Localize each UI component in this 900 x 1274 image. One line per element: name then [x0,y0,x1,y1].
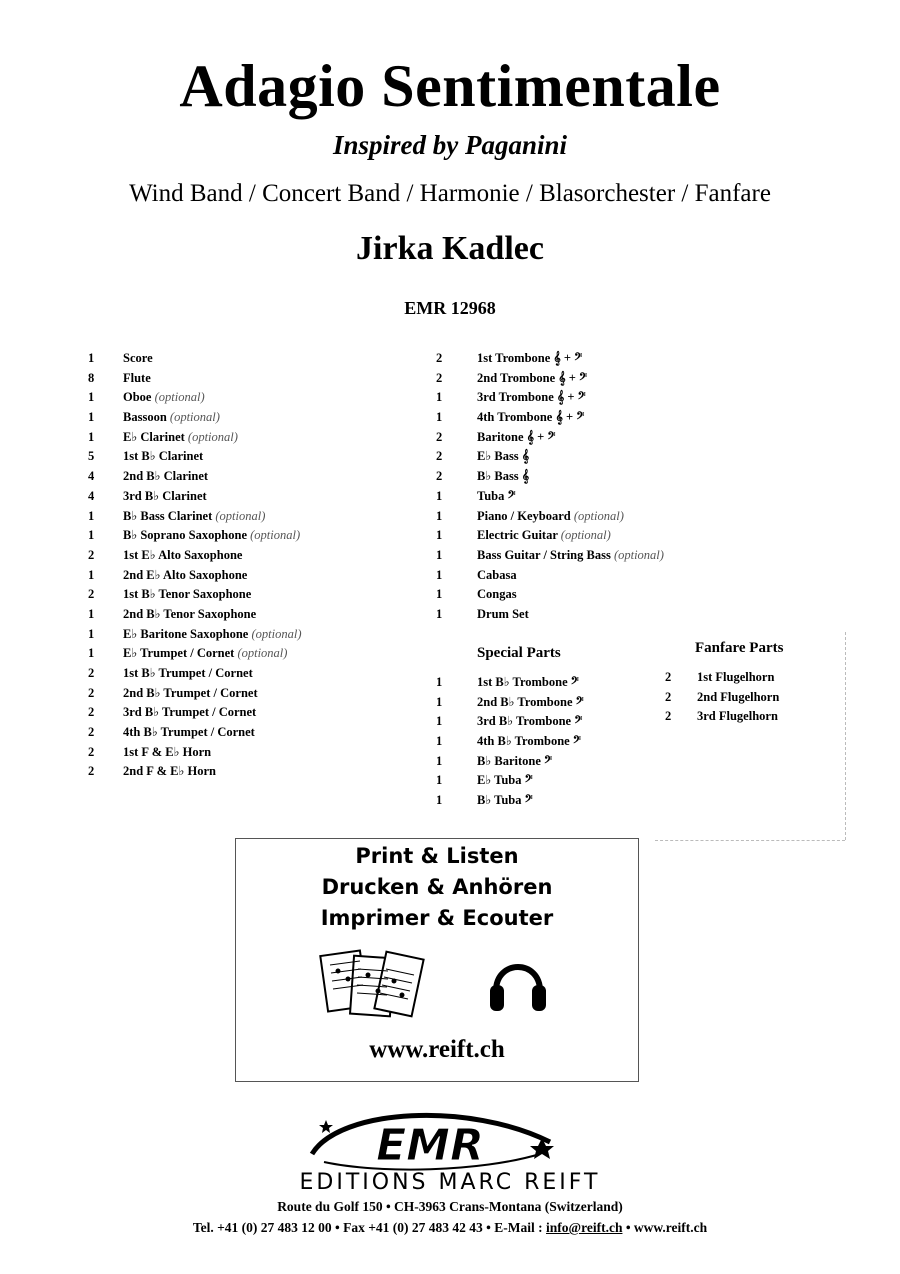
optional-note: (optional) [250,528,301,543]
part-label: 1st B♭ Trombone 𝄢 [477,675,579,689]
part-label: 4th B♭ Trombone 𝄢 [477,734,581,749]
part-row [88,566,428,586]
part-label: 1st Trombone 𝄞 + 𝄢 [477,351,583,365]
part-name [697,668,774,688]
part-quantity: 1 [436,390,443,405]
part-quantity: 1 [436,675,443,689]
part-row [88,684,428,704]
promo-url[interactable]: www.reift.ch [369,1036,505,1063]
part-row [436,467,736,487]
part-label: 1st B♭ Tenor Saxophone [123,587,252,602]
emr-logo [300,1102,560,1174]
part-name [123,388,205,408]
optional-note: (optional) [251,626,302,641]
part-row [436,791,656,811]
part-quantity: 2 [88,666,95,680]
fanfare-parts-heading: Fanfare Parts [695,640,784,656]
part-quantity: 1 [88,429,95,444]
part-name [477,752,552,772]
part-row [436,369,736,389]
part-name [123,447,203,467]
part-quantity: 2 [88,725,95,740]
part-label: 2nd Flugelhorn [697,689,780,704]
part-label: B♭ Tuba 𝄢 [477,793,533,808]
part-label: 2nd B♭ Clarinet [123,469,209,484]
part-name [123,507,265,527]
optional-note: (optional) [215,508,266,523]
part-quantity: 2 [88,764,95,779]
print-listen-box [235,838,639,1082]
part-quantity: 8 [88,370,95,385]
optional-note: (optional) [154,390,205,405]
part-label: 2nd B♭ Trumpet / Cornet [123,685,258,700]
part-quantity: 2 [88,685,95,700]
part-label: Bass Guitar / String Bass [477,547,611,562]
part-name [123,703,256,723]
part-row [88,585,428,605]
part-row [436,771,656,791]
part-row [436,349,736,369]
part-name [477,585,517,605]
part-label: 1st E♭ Alto Saxophone [123,547,243,562]
part-label: Electric Guitar [477,528,558,543]
part-quantity: 1 [88,410,95,425]
part-label: E♭ Baritone Saxophone [123,626,249,641]
part-name [123,467,208,487]
publisher-name: EDITIONS MARC REIFT [299,1170,601,1195]
part-name [123,644,287,664]
part-label: Cabasa [477,567,517,582]
catalog-number: EMR 12968 [404,298,496,318]
part-quantity: 2 [88,705,95,720]
part-row [436,605,736,625]
part-name [477,369,587,389]
part-label: Tuba 𝄢 [477,488,516,503]
optional-note: (optional) [169,410,220,425]
part-row [436,712,656,732]
contact-suffix: • www.reift.ch [622,1220,708,1235]
part-name [477,546,664,566]
part-row [88,762,428,782]
part-row [88,664,428,684]
part-name [123,349,153,369]
part-row [665,688,835,708]
part-name [477,507,624,527]
part-row [665,668,835,688]
part-row [88,723,428,743]
part-label: E♭ Bass 𝄞 [477,449,530,464]
part-label: 2nd E♭ Alto Saxophone [123,567,248,582]
ensemble-line: Wind Band / Concert Band / Harmonie / Blasorchester / Fanfare [129,180,771,207]
part-row [436,546,736,566]
optional-note: (optional) [573,508,624,523]
part-row [88,487,428,507]
part-row [88,507,428,527]
part-row [436,507,736,527]
part-name [123,408,220,428]
part-name [477,605,529,625]
part-name [477,732,581,752]
part-quantity: 1 [88,606,95,621]
part-name [477,487,516,507]
part-quantity: 1 [436,753,443,768]
part-label: 1st B♭ Trumpet / Cornet [123,666,253,680]
part-label: B♭ Bass 𝄞 [477,469,530,484]
part-label: 1st Flugelhorn [697,670,775,684]
email-link[interactable]: info@reift.ch [546,1220,623,1235]
part-label: Flute [123,370,151,385]
part-label: E♭ Tuba 𝄢 [477,773,533,788]
part-label: E♭ Clarinet [123,429,185,444]
part-quantity: 1 [436,793,443,808]
part-quantity: 2 [436,469,443,484]
part-quantity: 1 [436,410,443,425]
part-name [123,526,300,546]
part-name [123,428,238,448]
subtitle: Inspired by Paganini [332,130,568,160]
part-label: Piano / Keyboard [477,508,571,523]
part-name [477,349,582,369]
part-label: 4th Trombone 𝄞 + 𝄢 [477,410,585,425]
optional-note: (optional) [237,646,288,661]
part-row [88,467,428,487]
part-quantity: 2 [436,351,443,365]
part-label: B♭ Soprano Saxophone [123,528,247,543]
part-quantity: 1 [436,694,443,709]
part-row [665,707,835,727]
emr-logo-text: EMR [376,1120,484,1171]
part-label: Bassoon [123,410,167,425]
part-label: Score [123,351,153,365]
part-quantity: 2 [88,587,95,602]
dashed-divider [845,632,846,840]
fanfare-parts-list [665,668,835,727]
parts-list-right [436,349,736,625]
part-quantity: 2 [665,689,672,704]
part-name [123,625,302,645]
part-row [88,703,428,723]
part-quantity: 1 [88,626,95,641]
part-quantity: 1 [436,547,443,562]
part-label: 3rd B♭ Clarinet [123,488,207,503]
part-name [123,546,242,566]
promo-line-fr: Imprimer & Ecouter [320,906,554,930]
part-label: 2nd Trombone 𝄞 + 𝄢 [477,370,588,385]
part-label: E♭ Trumpet / Cornet [123,646,235,661]
part-name [123,762,216,782]
promo-line-de: Drucken & Anhören [321,875,553,899]
part-quantity: 2 [436,449,443,464]
part-name [123,664,253,684]
publisher-address: Route du Golf 150 • CH-3963 Crans-Montana (Switzerland) [277,1199,623,1214]
part-quantity: 1 [436,734,443,749]
dashed-divider [655,840,845,841]
composer-name: Jirka Kadlec [356,230,544,267]
part-name [477,791,533,811]
part-row [88,388,428,408]
part-quantity: 1 [88,390,95,405]
part-label: 3rd Trombone 𝄞 + 𝄢 [477,390,586,405]
part-name [477,526,611,546]
part-row [88,644,428,664]
part-label: 2nd F & E♭ Horn [123,764,216,779]
part-quantity: 2 [88,744,95,759]
part-row [436,732,656,752]
part-quantity: 2 [436,370,443,385]
headphones-icon [488,949,548,1019]
part-name [477,771,533,791]
sheet-music-icon [318,947,428,1027]
part-quantity: 5 [88,449,95,464]
part-name [477,447,529,467]
part-quantity: 1 [436,508,443,523]
part-name [477,712,582,732]
part-label: 2nd B♭ Trombone 𝄢 [477,694,584,709]
part-name [477,693,584,713]
part-label: 1st F & E♭ Horn [123,744,212,759]
part-quantity: 1 [88,351,95,365]
special-parts-heading: Special Parts [477,645,561,661]
part-row [436,487,736,507]
part-label: B♭ Baritone 𝄢 [477,753,553,768]
part-label: Oboe [123,390,152,405]
part-quantity: 2 [88,547,95,562]
part-quantity: 1 [88,508,95,523]
part-name [697,688,779,708]
part-quantity: 1 [436,606,443,621]
part-name [123,585,251,605]
part-quantity: 4 [88,488,95,503]
contact-prefix: Tel. +41 (0) 27 483 12 00 • Fax +41 (0) 27 483 42 43 • E-Mail : [192,1220,547,1235]
part-name [123,743,211,763]
part-label: 3rd Flugelhorn [697,709,778,724]
part-quantity: 2 [665,670,672,684]
page-title: Adagio Sentimentale [179,53,721,119]
promo-line-en: Print & Listen [355,844,519,868]
part-name [123,566,247,586]
optional-note: (optional) [613,547,664,562]
part-name [477,388,586,408]
part-name [477,408,584,428]
part-label: Drum Set [477,606,529,621]
part-name [477,467,529,487]
part-row [436,566,736,586]
part-row [436,428,736,448]
part-row [436,388,736,408]
part-row [436,673,656,693]
part-name [697,707,778,727]
part-row [436,526,736,546]
part-quantity: 2 [665,709,672,724]
parts-list-left [88,349,428,782]
part-row [88,605,428,625]
publisher-contact [0,1220,900,1236]
part-row [88,447,428,467]
part-label: 2nd B♭ Tenor Saxophone [123,606,257,621]
part-label: B♭ Bass Clarinet [123,508,213,523]
part-quantity: 1 [436,528,443,543]
part-row [88,428,428,448]
part-label: 1st B♭ Clarinet [123,449,204,464]
optional-note: (optional) [187,429,238,444]
part-quantity: 1 [436,773,443,788]
part-name [477,566,517,586]
part-name [123,369,151,389]
part-name [477,428,555,448]
part-row [88,526,428,546]
part-quantity: 1 [436,587,443,602]
part-quantity: 2 [436,429,443,444]
part-label: Baritone 𝄞 + 𝄢 [477,429,556,444]
part-quantity: 1 [88,646,95,661]
special-parts-list [436,673,656,811]
part-label: 4th B♭ Trumpet / Cornet [123,725,255,740]
part-row [88,743,428,763]
part-name [123,487,207,507]
part-label: 3rd B♭ Trombone 𝄢 [477,714,583,729]
part-quantity: 1 [436,488,443,503]
part-row [436,585,736,605]
part-label: 3rd B♭ Trumpet / Cornet [123,705,257,720]
part-row [436,408,736,428]
part-row [436,752,656,772]
part-name [123,684,258,704]
optional-note: (optional) [560,528,611,543]
part-name [123,605,256,625]
part-name [477,673,579,693]
part-quantity: 1 [88,567,95,582]
part-name [123,723,255,743]
part-label: Congas [477,587,517,602]
part-row [88,546,428,566]
part-quantity: 4 [88,469,95,484]
part-row [88,349,428,369]
part-quantity: 1 [436,714,443,729]
part-row [436,693,656,713]
part-quantity: 1 [436,567,443,582]
part-row [88,369,428,389]
part-row [436,447,736,467]
part-row [88,408,428,428]
part-row [88,625,428,645]
part-quantity: 1 [88,528,95,543]
